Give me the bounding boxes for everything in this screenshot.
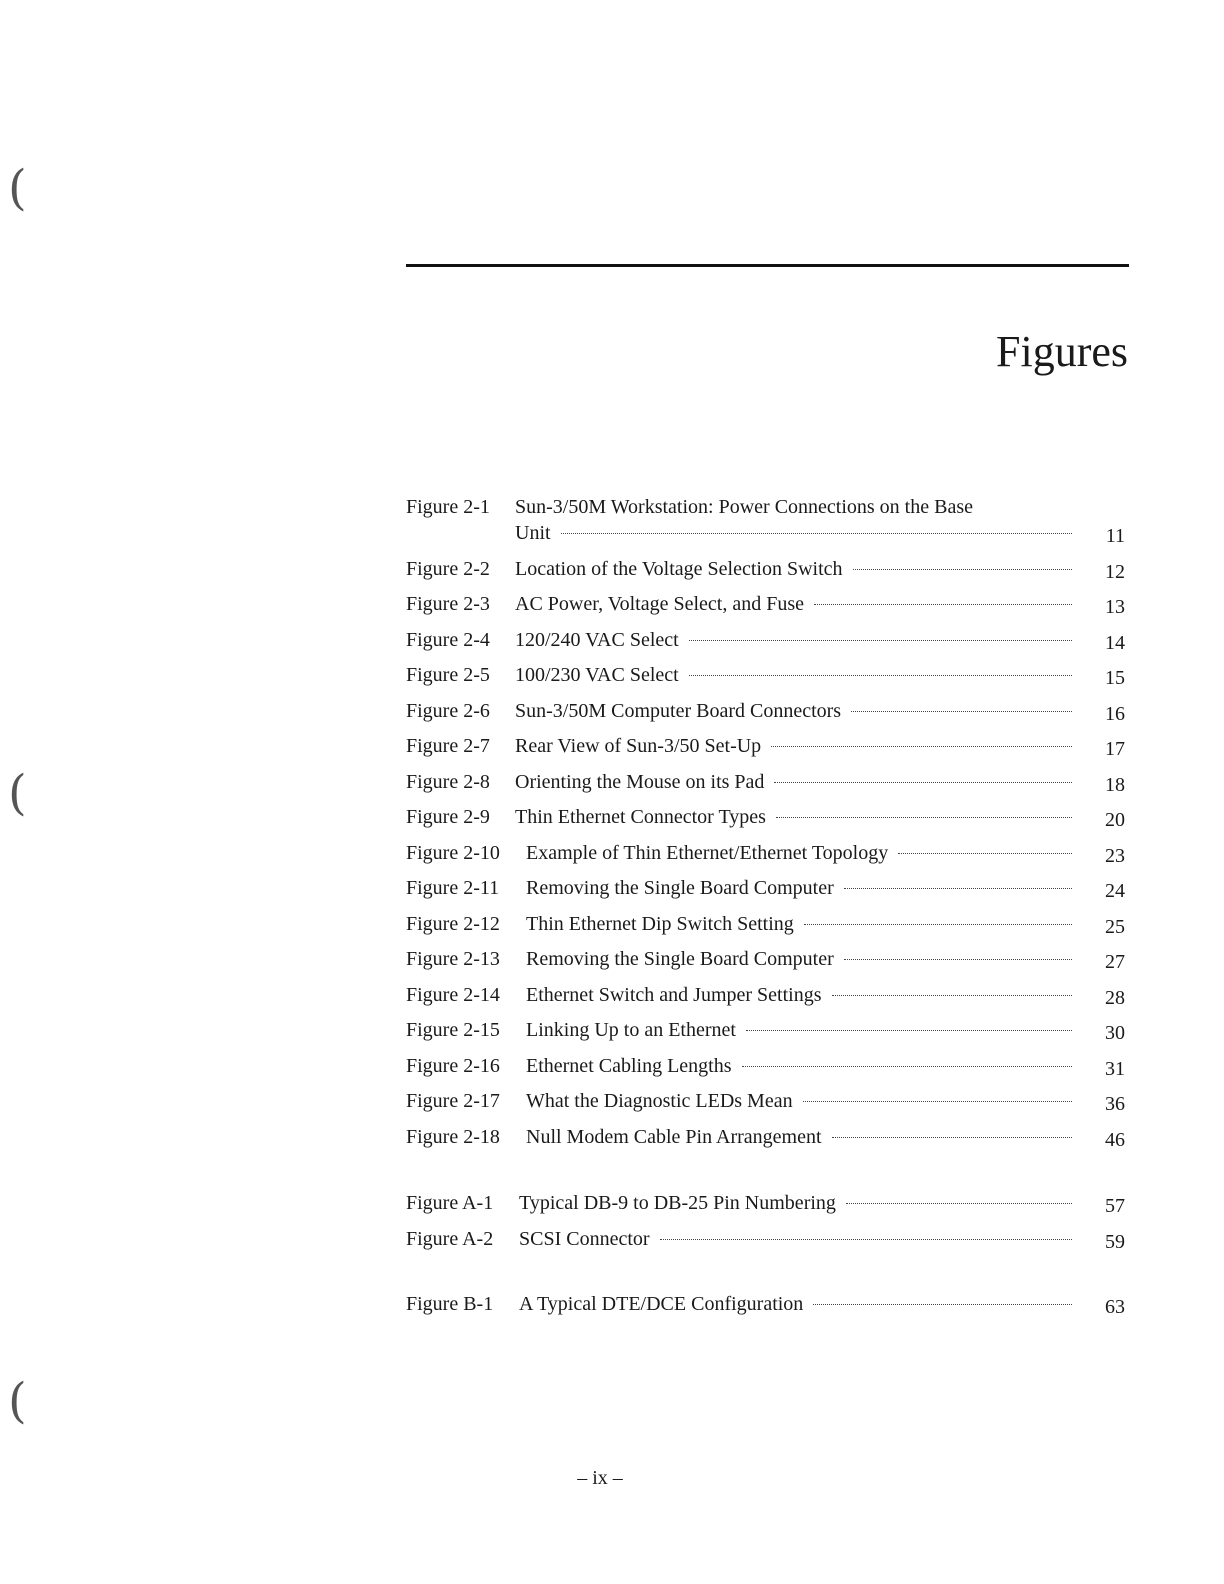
- figure-label: Figure 2-15: [406, 1019, 500, 1041]
- dot-leader: [813, 1304, 1072, 1305]
- figure-label: Figure 2-13: [406, 948, 500, 970]
- figure-title: Unit: [515, 522, 551, 544]
- figure-title: Null Modem Cable Pin Arrangement: [526, 1125, 822, 1148]
- dot-leader: [844, 959, 1072, 960]
- page-number: 36: [1105, 1093, 1125, 1115]
- figure-label: Figure 2-17: [406, 1090, 500, 1112]
- dot-leader: [689, 675, 1072, 676]
- figure-title: Linking Up to an Ethernet: [526, 1019, 736, 1041]
- dot-leader: [774, 782, 1072, 783]
- dot-leader: [776, 817, 1072, 818]
- page-number: 16: [1105, 702, 1125, 725]
- figure-title: Ethernet Switch and Jumper Settings: [526, 983, 822, 1006]
- figure-label: Figure A-1: [406, 1192, 494, 1214]
- dot-leader: [689, 640, 1072, 641]
- dot-leader: [746, 1030, 1072, 1031]
- dot-leader: [804, 924, 1072, 925]
- dot-leader: [803, 1101, 1072, 1102]
- figure-title: 100/230 VAC Select: [515, 664, 679, 686]
- dot-leader: [771, 746, 1072, 747]
- margin-mark: (: [8, 765, 27, 821]
- figure-label: Figure 2-1: [406, 496, 490, 518]
- page-number: 20: [1105, 809, 1125, 831]
- figure-title: SCSI Connector: [519, 1227, 650, 1250]
- figure-title: Location of the Voltage Selection Switch: [515, 557, 843, 580]
- figure-title: Removing the Single Board Computer: [526, 877, 834, 899]
- figure-title: 120/240 VAC Select: [515, 628, 679, 651]
- dot-leader: [844, 888, 1072, 889]
- figure-title: Thin Ethernet Dip Switch Setting: [526, 912, 794, 935]
- margin-mark: (: [8, 160, 27, 216]
- page-number: 15: [1105, 667, 1125, 689]
- figure-title: Example of Thin Ethernet/Ethernet Topology: [526, 841, 889, 864]
- page-number: 28: [1105, 986, 1125, 1009]
- page-number: 63: [1105, 1296, 1125, 1318]
- dot-leader: [832, 995, 1072, 996]
- page-number: 24: [1105, 880, 1125, 902]
- page-number: 18: [1105, 773, 1125, 796]
- figure-title: Thin Ethernet Connector Types: [515, 806, 766, 828]
- figure-label: Figure 2-18: [406, 1125, 500, 1148]
- page-number: 11: [1105, 525, 1125, 547]
- page-number: 23: [1105, 844, 1125, 867]
- dot-leader: [561, 533, 1072, 534]
- figure-title: Ethernet Cabling Lengths: [526, 1054, 732, 1077]
- dot-leader: [898, 853, 1072, 854]
- figure-label: Figure 2-14: [406, 983, 500, 1006]
- figure-label: Figure 2-5: [406, 664, 490, 686]
- dot-leader: [832, 1137, 1072, 1138]
- page-number: 30: [1105, 1022, 1125, 1044]
- figure-title: What the Diagnostic LEDs Mean: [526, 1090, 793, 1112]
- page-number: 59: [1105, 1230, 1125, 1253]
- figure-title: Removing the Single Board Computer: [526, 948, 834, 970]
- dot-leader: [853, 569, 1072, 570]
- margin-mark: (: [8, 1373, 27, 1429]
- figure-label: Figure 2-2: [406, 557, 490, 580]
- page-title: Figures: [996, 327, 1128, 376]
- dot-leader: [846, 1203, 1072, 1204]
- page-number: 46: [1105, 1128, 1125, 1151]
- dot-leader: [660, 1239, 1072, 1240]
- figure-title: Rear View of Sun-3/50 Set-Up: [515, 735, 762, 757]
- page-number-footer: – ix –: [577, 1467, 623, 1489]
- title-rule: [406, 264, 1129, 267]
- figure-title: AC Power, Voltage Select, and Fuse: [515, 593, 804, 615]
- page-number: 27: [1105, 951, 1125, 973]
- figure-label: Figure B-1: [406, 1293, 494, 1315]
- dot-leader: [851, 711, 1072, 712]
- figure-label: Figure A-2: [406, 1227, 494, 1250]
- figure-title: Typical DB-9 to DB-25 Pin Numbering: [519, 1192, 836, 1214]
- page-number: 13: [1105, 596, 1125, 618]
- page-number: 17: [1105, 738, 1125, 760]
- figure-label: Figure 2-9: [406, 806, 490, 828]
- figure-label: Figure 2-16: [406, 1054, 500, 1077]
- figure-label: Figure 2-3: [406, 593, 490, 615]
- figure-label: Figure 2-4: [406, 628, 490, 651]
- page-number: 31: [1105, 1057, 1125, 1080]
- figure-label: Figure 2-11: [406, 877, 500, 899]
- dot-leader: [742, 1066, 1072, 1067]
- dot-leader: [814, 604, 1072, 605]
- figure-label: Figure 2-7: [406, 735, 490, 757]
- figure-label: Figure 2-6: [406, 699, 490, 722]
- page-number: 25: [1105, 915, 1125, 938]
- page-number: 14: [1105, 631, 1125, 654]
- figure-label: Figure 2-8: [406, 770, 490, 793]
- figure-label: Figure 2-12: [406, 912, 500, 935]
- figure-title: A Typical DTE/DCE Configuration: [519, 1293, 804, 1315]
- figure-title: Sun-3/50M Workstation: Power Connections on the Base: [515, 496, 973, 518]
- figure-title: Sun-3/50M Computer Board Connectors: [515, 699, 842, 722]
- figure-title: Orienting the Mouse on its Pad: [515, 770, 765, 793]
- page-number: 12: [1105, 560, 1125, 583]
- figure-label: Figure 2-10: [406, 841, 500, 864]
- page-number: 57: [1105, 1195, 1125, 1217]
